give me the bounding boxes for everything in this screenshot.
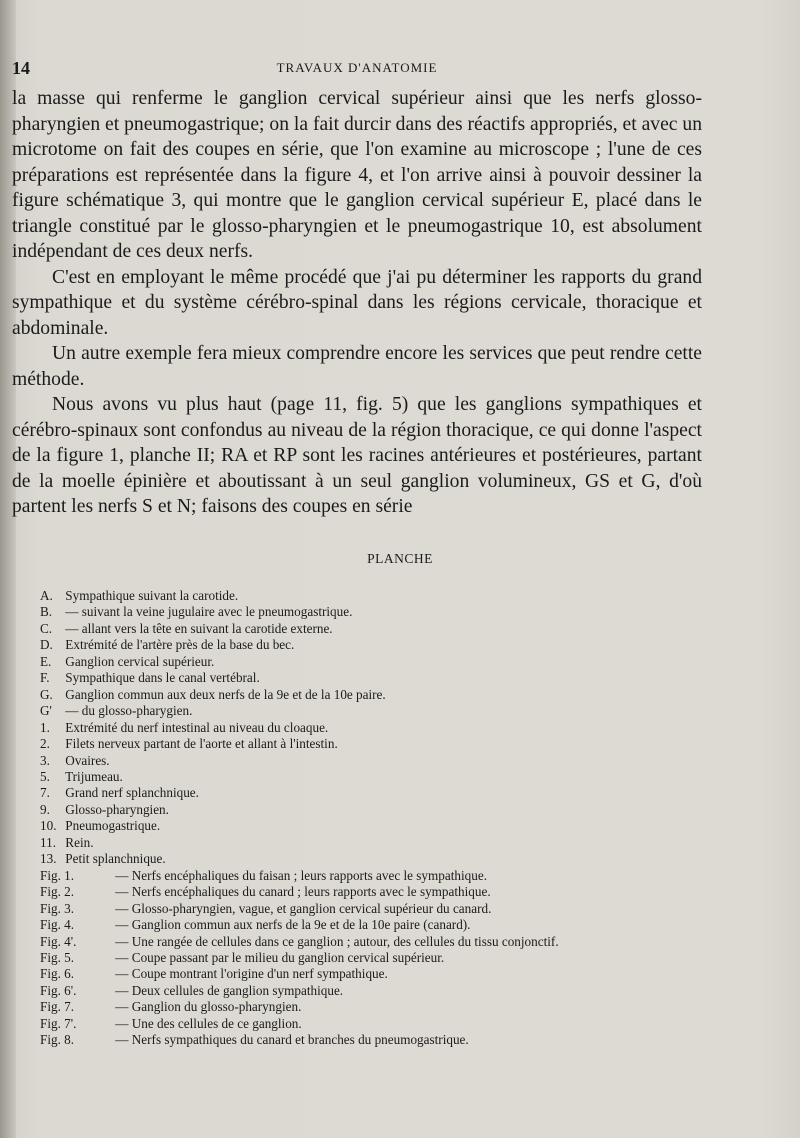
figure-description: — Nerfs sympathiques du canard et branches du pneumogastrique. <box>115 1032 469 1048</box>
figure-description: — Glosso-pharyngien, vague, et ganglion cervical supérieur du canard. <box>115 900 492 916</box>
figure-number: Fig. 6. <box>40 966 75 982</box>
legend-key: 2. <box>40 736 50 752</box>
legend-description: Ganglion commun aux deux nerfs de la 9e et de la 10e paire. <box>65 686 386 702</box>
figure-description: — Ganglion du glosso-pharyngien. <box>115 999 302 1015</box>
legend-key: 10. <box>40 818 57 834</box>
figure-number: Fig. 5. <box>40 949 75 965</box>
figure-number: Fig. 7'. <box>40 1015 77 1031</box>
legend-description: Ganglion cervical supérieur. <box>65 653 215 669</box>
legend-item <box>40 769 680 785</box>
legend-key: 13. <box>40 851 57 867</box>
paragraph: la masse qui renferme le ganglion cervical supérieur ainsi que les nerfs glosso-pharyngien et pneumogastrique; on la fait durcir dans des réactifs appropriés, et avec un microtome on fait des coupes en série, que l'on examine au microscope ; l'une de ces préparations est représentée dans la figure 4, et l'on arrive ainsi à pouvoir dessiner la figure schématique 3, qui montre que le ganglion cervical supérieur E, placé dans le triangle constitué par le glosso-pharyngien et le pneumogastrique 10, est absolument indépendant de ces deux nerfs. <box>12 88 702 262</box>
legend-item <box>40 621 680 637</box>
legend-description: Sympathique suivant la carotide. <box>65 588 239 603</box>
legend-item <box>40 654 680 670</box>
legend-key: G. <box>40 686 53 702</box>
figure-number: Fig. 4'. <box>40 933 77 949</box>
figure-caption <box>40 950 680 966</box>
figure-caption <box>40 868 680 884</box>
figure-description: — Coupe montrant l'origine d'un nerf sympathique. <box>115 966 388 982</box>
legend-key: E. <box>40 653 52 669</box>
legend-description: Trijumeau. <box>65 768 123 784</box>
legend-item <box>40 637 680 653</box>
legend-key: C. <box>40 620 53 636</box>
figure-description: — Une des cellules de ce ganglion. <box>115 1015 302 1031</box>
legend-item <box>40 736 680 752</box>
legend-item <box>40 670 680 686</box>
figure-caption <box>40 983 680 999</box>
legend-item <box>40 802 680 818</box>
legend-item <box>40 720 680 736</box>
legend-description: Ovaires. <box>65 752 110 768</box>
legend-description: — du glosso-pharygien. <box>65 703 193 719</box>
figure-number: Fig. 4. <box>40 917 75 933</box>
legend-key: G' <box>40 703 52 719</box>
figure-caption <box>40 999 680 1015</box>
legend-description: Petit splanchnique. <box>65 851 166 867</box>
legend-description: Extrémité du nerf intestinal au niveau du cloaque. <box>65 719 329 735</box>
legend-item <box>40 703 680 719</box>
legend-description: Rein. <box>65 834 94 850</box>
legend-item <box>40 818 680 834</box>
running-head: TRAVAUX D'ANATOMIE <box>276 60 438 75</box>
figure-caption <box>40 884 680 900</box>
legend-key: 7. <box>40 785 50 801</box>
legend-item <box>40 753 680 769</box>
figure-description: — Ganglion commun aux nerfs de la 9e et de la 10e paire (canard). <box>115 917 471 933</box>
legend-key: 9. <box>40 801 50 817</box>
figure-number: Fig. 8. <box>40 1032 75 1048</box>
figure-number: Fig. 1. <box>40 867 75 883</box>
legend-key: F. <box>40 670 50 686</box>
figure-description: — Nerfs encéphaliques du faisan ; leurs rapports avec le sympathique. <box>115 867 487 883</box>
legend-item <box>40 687 680 703</box>
figure-number: Fig. 3. <box>40 900 75 916</box>
figure-description: — Nerfs encéphaliques du canard ; leurs rapports avec le sympathique. <box>115 884 491 900</box>
legend-key: 11. <box>40 834 56 850</box>
plate-legend <box>40 588 680 1049</box>
figure-caption <box>40 917 680 933</box>
legend-description: Grand nerf splanchnique. <box>65 785 199 801</box>
page-number: 14 <box>12 58 30 78</box>
legend-key: 5. <box>40 768 50 784</box>
figure-number: Fig. 6'. <box>40 982 77 998</box>
page-header <box>12 58 702 80</box>
legend-item <box>40 785 680 801</box>
figure-caption <box>40 901 680 917</box>
figure-description: — Deux cellules de ganglion sympathique. <box>115 982 344 998</box>
legend-item <box>40 851 680 867</box>
legend-key: 3. <box>40 752 50 768</box>
legend-key: A. <box>40 588 53 603</box>
legend-key: D. <box>40 637 53 653</box>
figure-caption <box>40 934 680 950</box>
figure-number: Fig. 7. <box>40 999 75 1015</box>
legend-description: Pneumogastrique. <box>65 818 161 834</box>
legend-item <box>40 835 680 851</box>
legend-description: — suivant la veine jugulaire avec le pneumogastrique. <box>65 604 353 620</box>
figure-number: Fig. 2. <box>40 884 75 900</box>
legend-description: — allant vers la tête en suivant la carotide externe. <box>65 620 333 636</box>
figure-caption <box>40 1016 680 1032</box>
paragraph: Un autre exemple fera mieux comprendre encore les services que peut rendre cette méthode. <box>12 343 702 390</box>
figure-caption <box>40 1032 680 1048</box>
plate-title: PLANCHE <box>367 551 433 566</box>
legend-key: B. <box>40 604 53 620</box>
legend-item <box>40 604 680 620</box>
legend-key: 1. <box>40 719 50 735</box>
legend-item <box>40 588 680 604</box>
figure-description: — Une rangée de cellules dans ce ganglion ; autour, des cellules du tissu conjonctif. <box>115 933 559 949</box>
legend-description: Glosso-pharyngien. <box>65 801 169 817</box>
legend-description: Sympathique dans le canal vertébral. <box>65 670 260 686</box>
figure-description: — Coupe passant par le milieu du ganglion cervical supérieur. <box>115 949 445 965</box>
figure-caption <box>40 966 680 982</box>
paragraph: C'est en employant le même procédé que j'ai pu déterminer les rapports du grand sympathique et du système cérébro-spinal dans les régions cervicale, thoracique et abdominale. <box>12 266 702 339</box>
body-text <box>12 86 702 520</box>
paragraph: Nous avons vu plus haut (page 11, fig. 5) que les ganglions sympathiques et cérébro-spinaux sont confondus au niveau de la région thoracique, ce qui donne l'aspect de la figure 1, planche II; RA et RP sont les racines antérieures et postérieures, partant de la moelle épinière et aboutissant à un seul ganglion volumineux, GS et G, d'où partent les nerfs S et N; faisons des coupes en série <box>12 394 702 517</box>
legend-description: Extrémité de l'artère près de la base du bec. <box>65 637 295 653</box>
legend-description: Filets nerveux partant de l'aorte et allant à l'intestin. <box>65 736 338 752</box>
